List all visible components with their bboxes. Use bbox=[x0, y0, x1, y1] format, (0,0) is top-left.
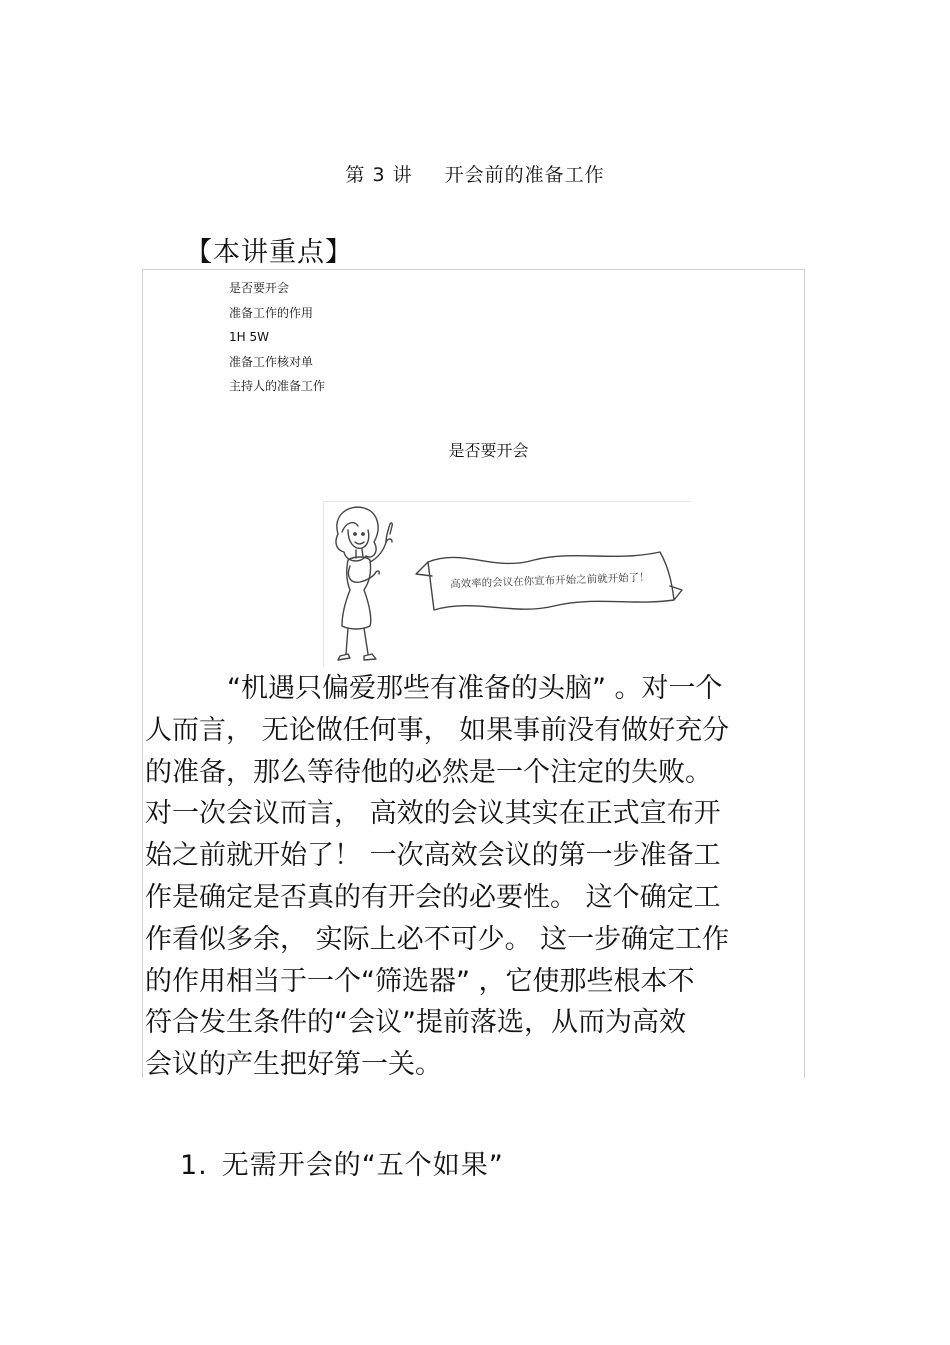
key-point-item: 是否要开会 bbox=[229, 281, 290, 295]
paragraph-line: 始之前就开始了！ 一次高效会议的第一步准备工 bbox=[145, 840, 721, 872]
subsection-title: 无需开会的“五个如果” bbox=[221, 1150, 504, 1181]
key-point-item: 主持人的准备工作 bbox=[229, 379, 326, 393]
paragraph-line: 会议的产生把好第一关。 bbox=[145, 1049, 442, 1081]
subsection-heading bbox=[180, 1143, 504, 1182]
lecture-title-text: 开会前的准备工作 bbox=[444, 164, 605, 186]
body-paragraph bbox=[145, 668, 801, 1086]
paragraph-line: “机遇只偏爱那些有准备的头脑” 。对一个 bbox=[227, 673, 723, 704]
illustration bbox=[323, 501, 691, 667]
paragraph-line: 作看似多余， 实际上必不可少。 这一步确定工作 bbox=[145, 923, 730, 955]
paragraph-line: 符合发生条件的“会议”提前落选，从而为高效 bbox=[145, 1007, 686, 1039]
content-box bbox=[142, 269, 805, 1081]
key-point-item: 准备工作核对单 bbox=[229, 354, 314, 369]
key-points-list bbox=[229, 276, 325, 399]
key-point-item: 1H 5W bbox=[229, 330, 269, 344]
paragraph-line: 人而言， 无论做任何事， 如果事前没有做好充分 bbox=[145, 714, 730, 746]
key-points-heading: 【本讲重点】 bbox=[185, 237, 353, 268]
lecture-number: 第 3 讲 bbox=[345, 164, 413, 186]
subsection-number: 1. bbox=[180, 1150, 208, 1181]
key-point-item: 准备工作的作用 bbox=[229, 305, 314, 320]
cartoon-woman-banner-illustration bbox=[324, 502, 691, 667]
banner-text: 高效率的会议在你宣布开始之前就开始了！ bbox=[449, 571, 650, 591]
paragraph-line: 作是确定是否真的有开会的必要性。 这个确定工 bbox=[145, 881, 721, 913]
section-title: 是否要开会 bbox=[448, 441, 529, 460]
paragraph-line: 对一次会议而言， 高效的会议其实在正式宣布开 bbox=[145, 798, 721, 830]
lecture-title bbox=[0, 160, 950, 187]
paragraph-line: 的作用相当于一个“筛选器” ，它使那些根本不 bbox=[145, 965, 695, 997]
paragraph-line: 的准备，那么等待他的必然是一个注定的失败。 bbox=[145, 756, 712, 788]
